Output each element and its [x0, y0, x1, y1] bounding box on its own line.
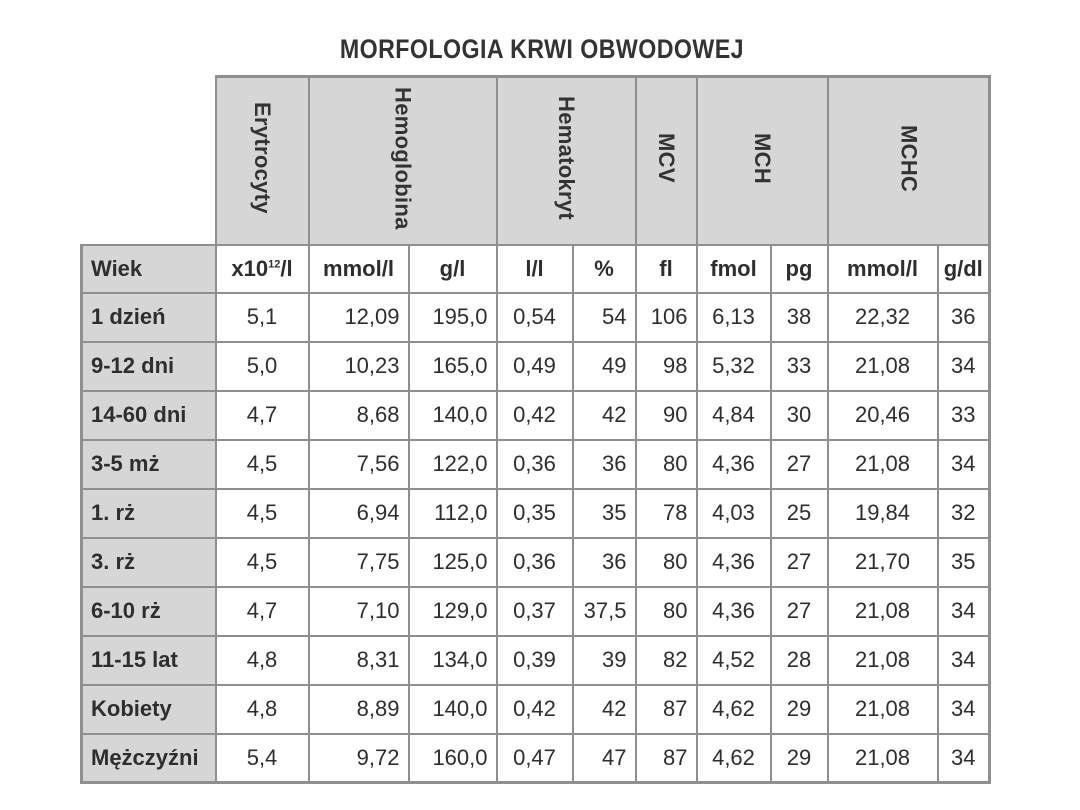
cell-mch-pg: 30	[771, 391, 828, 440]
cell-hct-l: 0,36	[497, 440, 573, 489]
age-cell: 11-15 lat	[82, 636, 216, 685]
cell-mchc-gdl: 34	[938, 587, 990, 636]
cell-ery: 4,8	[216, 636, 309, 685]
header-hemoglobina: Hemoglobina	[309, 77, 497, 245]
cell-hgb-mmol: 6,94	[309, 489, 409, 538]
cell-hgb-g: 165,0	[409, 342, 497, 391]
unit-mcv-fl: fl	[636, 245, 697, 293]
cell-hgb-g: 125,0	[409, 538, 497, 587]
cell-hgb-mmol: 8,31	[309, 636, 409, 685]
header-erytrocyty: Erytrocyty	[216, 77, 309, 245]
cell-mch-fmol: 4,36	[697, 587, 771, 636]
cell-mchc-mmol: 21,08	[828, 587, 938, 636]
cell-hgb-mmol: 10,23	[309, 342, 409, 391]
cell-mchc-mmol: 19,84	[828, 489, 938, 538]
cell-mch-fmol: 5,32	[697, 342, 771, 391]
table-row	[82, 342, 990, 391]
cell-mch-fmol: 4,52	[697, 636, 771, 685]
cell-mch-fmol: 4,36	[697, 440, 771, 489]
cell-hgb-g: 122,0	[409, 440, 497, 489]
cell-ery: 4,7	[216, 587, 309, 636]
data-rows	[82, 293, 990, 783]
cell-mchc-gdl: 34	[938, 636, 990, 685]
cell-hct-l: 0,35	[497, 489, 573, 538]
cell-ery: 5,0	[216, 342, 309, 391]
cell-mcv: 82	[636, 636, 697, 685]
cell-hct-l: 0,42	[497, 685, 573, 734]
cell-hgb-g: 134,0	[409, 636, 497, 685]
age-cell: 3. rż	[82, 538, 216, 587]
cell-mcv: 90	[636, 391, 697, 440]
age-cell: 9-12 dni	[82, 342, 216, 391]
age-cell: Kobiety	[82, 685, 216, 734]
cell-hct-l: 0,54	[497, 293, 573, 342]
unit-hct-pct: %	[573, 245, 636, 293]
cell-hct-l: 0,47	[497, 734, 573, 783]
unit-mch-fmol: fmol	[697, 245, 771, 293]
cell-ery: 4,5	[216, 538, 309, 587]
cell-hct-pct: 42	[573, 685, 636, 734]
cell-mchc-mmol: 21,70	[828, 538, 938, 587]
cell-mchc-gdl: 33	[938, 391, 990, 440]
header-mch: MCH	[697, 77, 828, 245]
cell-hgb-g: 129,0	[409, 587, 497, 636]
cell-mch-fmol: 4,03	[697, 489, 771, 538]
cell-hct-pct: 37,5	[573, 587, 636, 636]
cell-hgb-g: 112,0	[409, 489, 497, 538]
table-row	[82, 440, 990, 489]
cell-mcv: 78	[636, 489, 697, 538]
cell-hct-pct: 39	[573, 636, 636, 685]
cell-ery: 4,5	[216, 440, 309, 489]
cell-mch-fmol: 4,84	[697, 391, 771, 440]
cell-mcv: 87	[636, 734, 697, 783]
cell-hct-l: 0,37	[497, 587, 573, 636]
cell-mcv: 80	[636, 440, 697, 489]
cell-hct-pct: 36	[573, 538, 636, 587]
cell-mch-fmol: 4,36	[697, 538, 771, 587]
unit-erytrocyty: $x10^{12}/l$	[216, 245, 309, 293]
cell-hgb-g: 140,0	[409, 685, 497, 734]
cell-mch-pg: 27	[771, 440, 828, 489]
cell-mch-pg: 27	[771, 538, 828, 587]
cell-mchc-mmol: 21,08	[828, 440, 938, 489]
cell-mch-pg: 27	[771, 587, 828, 636]
cell-mch-pg: 29	[771, 734, 828, 783]
unit-hct-l: l/l	[497, 245, 573, 293]
cell-hgb-mmol: 7,56	[309, 440, 409, 489]
cell-ery: 4,8	[216, 685, 309, 734]
blood-morphology-table	[80, 75, 991, 784]
cell-mch-fmol: 4,62	[697, 685, 771, 734]
unit-mch-pg: pg	[771, 245, 828, 293]
cell-mchc-gdl: 32	[938, 489, 990, 538]
age-cell: Mężczyźni	[82, 734, 216, 783]
table-row	[82, 391, 990, 440]
cell-hgb-mmol: 8,68	[309, 391, 409, 440]
table-row	[82, 734, 990, 783]
cell-hct-l: 0,42	[497, 391, 573, 440]
cell-mcv: 106	[636, 293, 697, 342]
cell-mch-pg: 28	[771, 636, 828, 685]
cell-mch-pg: 29	[771, 685, 828, 734]
cell-mcv: 87	[636, 685, 697, 734]
cell-hgb-g: 160,0	[409, 734, 497, 783]
cell-hgb-mmol: 7,75	[309, 538, 409, 587]
cell-hgb-g: 140,0	[409, 391, 497, 440]
table-row	[82, 538, 990, 587]
cell-mch-pg: 38	[771, 293, 828, 342]
cell-hct-pct: 47	[573, 734, 636, 783]
cell-mcv: 80	[636, 587, 697, 636]
age-cell: 1 dzień	[82, 293, 216, 342]
cell-mcv: 98	[636, 342, 697, 391]
cell-hct-pct: 54	[573, 293, 636, 342]
cell-hgb-mmol: 12,09	[309, 293, 409, 342]
unit-hgb-g: g/l	[409, 245, 497, 293]
cell-hct-pct: 35	[573, 489, 636, 538]
cell-mch-pg: 33	[771, 342, 828, 391]
cell-mchc-gdl: 35	[938, 538, 990, 587]
header-mcv: MCV	[636, 77, 697, 245]
cell-ery: 4,5	[216, 489, 309, 538]
unit-mchc-gdl: g/dl	[938, 245, 990, 293]
cell-hgb-mmol: 9,72	[309, 734, 409, 783]
cell-mchc-gdl: 34	[938, 685, 990, 734]
unit-hgb-mmol: mmol/l	[309, 245, 409, 293]
cell-hct-l: 0,49	[497, 342, 573, 391]
cell-mchc-gdl: 34	[938, 342, 990, 391]
cell-mcv: 80	[636, 538, 697, 587]
table-row	[82, 489, 990, 538]
table-row	[82, 587, 990, 636]
unit-mchc-mmol: mmol/l	[828, 245, 938, 293]
cell-mchc-mmol: 21,08	[828, 685, 938, 734]
header-hematokryt: Hematokryt	[497, 77, 636, 245]
header-mchc: MCHC	[828, 77, 990, 245]
cell-mchc-mmol: 21,08	[828, 342, 938, 391]
header-corner	[82, 77, 216, 245]
cell-hct-pct: 49	[573, 342, 636, 391]
cell-mchc-mmol: 21,08	[828, 734, 938, 783]
table-row	[82, 293, 990, 342]
page-title: MORFOLOGIA KRWI OBWODOWEJ	[339, 34, 745, 64]
age-cell: 1. rż	[82, 489, 216, 538]
cell-mch-pg: 25	[771, 489, 828, 538]
cell-mchc-mmol: 20,46	[828, 391, 938, 440]
wiek-header: Wiek	[82, 245, 216, 293]
cell-mchc-gdl: 36	[938, 293, 990, 342]
cell-mchc-mmol: 21,08	[828, 636, 938, 685]
cell-hgb-mmol: 8,89	[309, 685, 409, 734]
cell-ery: 5,4	[216, 734, 309, 783]
cell-hct-l: 0,39	[497, 636, 573, 685]
unit-row	[82, 245, 990, 293]
cell-mchc-gdl: 34	[938, 440, 990, 489]
cell-hct-pct: 42	[573, 391, 636, 440]
table-row	[82, 636, 990, 685]
cell-ery: 5,1	[216, 293, 309, 342]
cell-hgb-mmol: 7,10	[309, 587, 409, 636]
cell-ery: 4,7	[216, 391, 309, 440]
age-cell: 3-5 mż	[82, 440, 216, 489]
cell-hct-l: 0,36	[497, 538, 573, 587]
cell-mchc-gdl: 34	[938, 734, 990, 783]
cell-hgb-g: 195,0	[409, 293, 497, 342]
header-row	[82, 77, 990, 245]
age-cell: 6-10 rż	[82, 587, 216, 636]
cell-mchc-mmol: 22,32	[828, 293, 938, 342]
table-row	[82, 685, 990, 734]
cell-hct-pct: 36	[573, 440, 636, 489]
cell-mch-fmol: 4,62	[697, 734, 771, 783]
cell-mch-fmol: 6,13	[697, 293, 771, 342]
age-cell: 14-60 dni	[82, 391, 216, 440]
